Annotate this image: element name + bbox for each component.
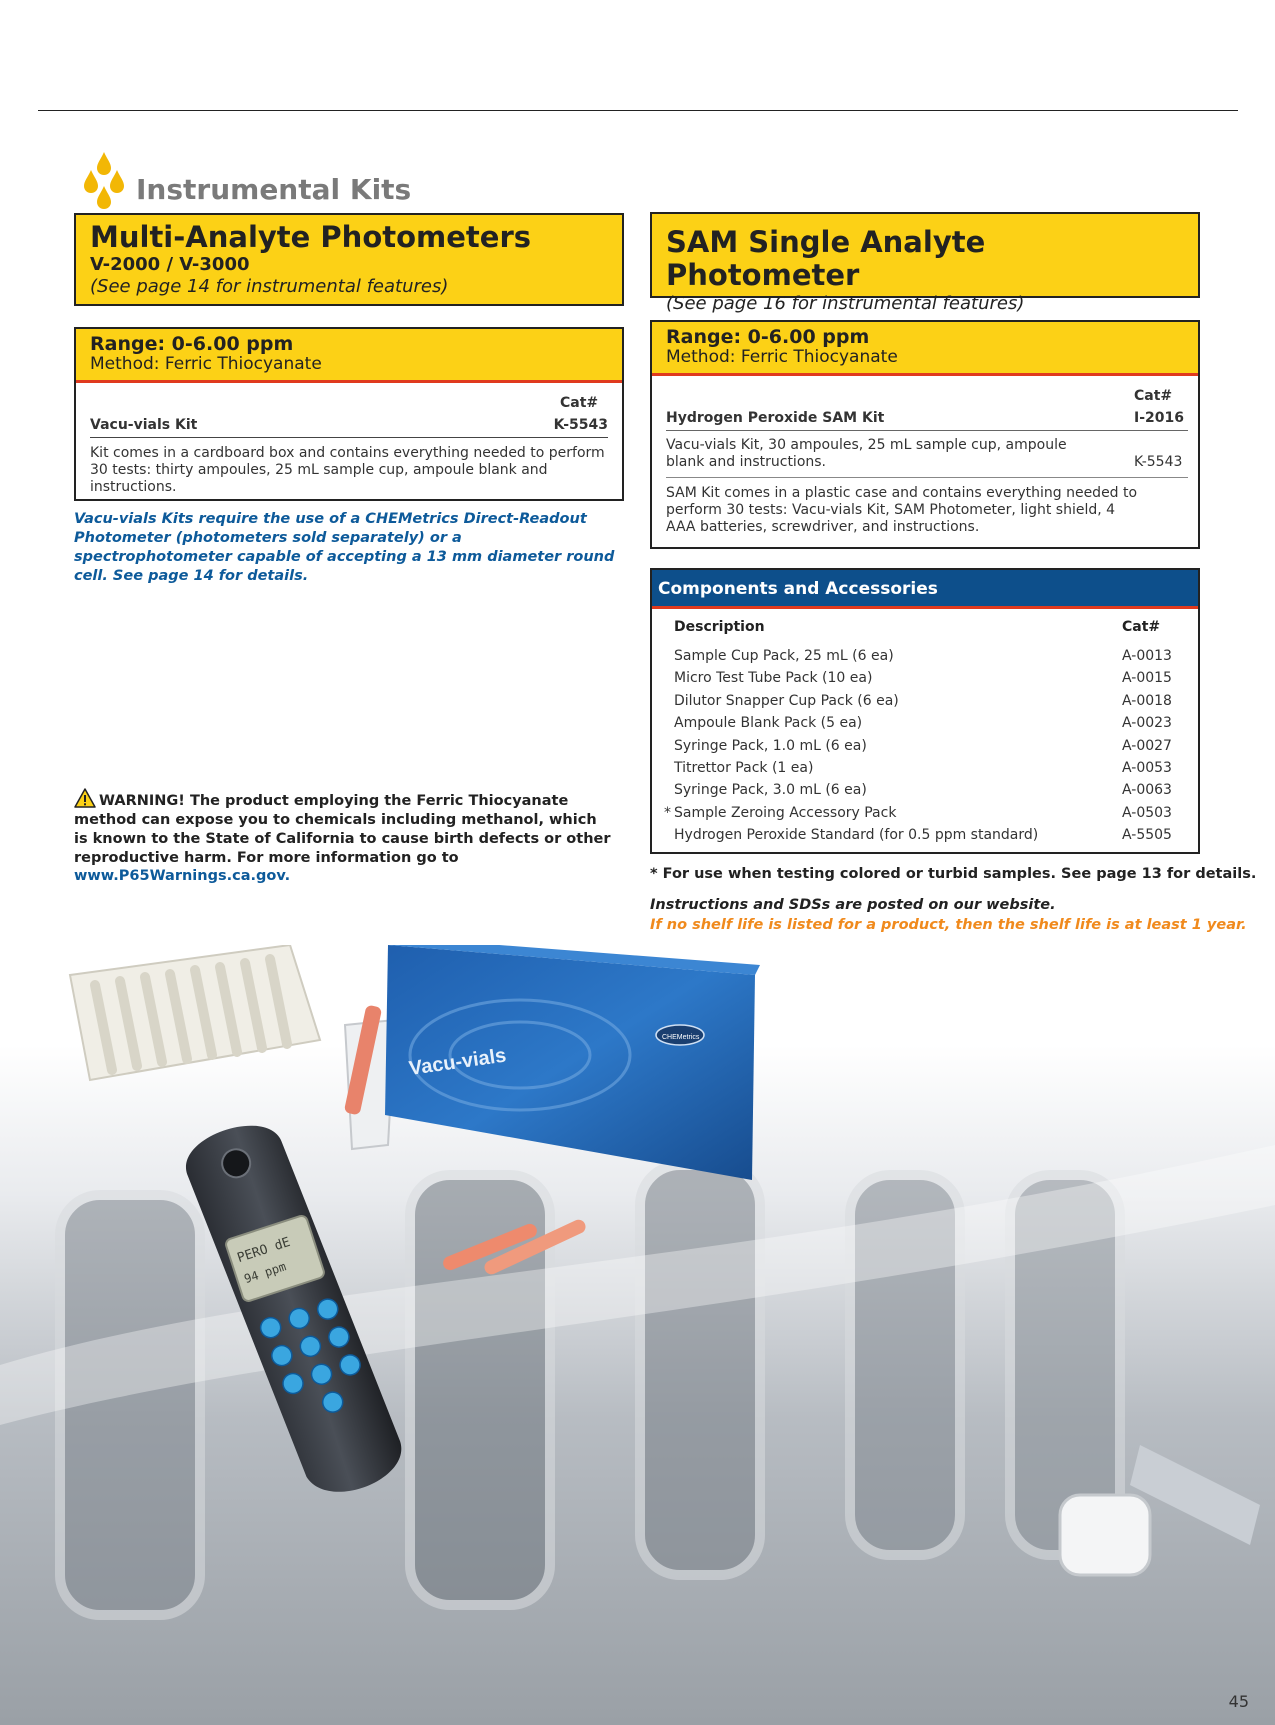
sam-title: SAM Single Analyte Photometer [666, 225, 986, 293]
multi-kit-name: Vacu-vials Kit [90, 417, 198, 434]
component-cat: A-0027 [1122, 737, 1172, 754]
multi-cat-header: Cat# [560, 395, 599, 412]
sam-kit-name: Hydrogen Peroxide SAM Kit [666, 410, 885, 427]
sam-kit-row [666, 404, 1188, 431]
multi-analyte-title-box [74, 213, 624, 306]
component-cat: A-0013 [1122, 648, 1172, 664]
component-row [674, 735, 1178, 757]
component-cat: A-0503 [1122, 804, 1172, 821]
meter-display-line2: 94 ppm [242, 1259, 288, 1287]
section-header [80, 150, 411, 210]
component-row [674, 667, 1178, 689]
sam-row2-description: Vacu-vials Kit, 30 ampoules, 25 mL sample cup, ampoule blank and instructions. [666, 437, 1067, 471]
component-row [674, 690, 1178, 712]
warning-icon [74, 788, 96, 808]
top-rule [38, 110, 1238, 111]
p65-warnings-link[interactable]: www.P65Warnings.ca.gov. [74, 868, 291, 885]
component-description: Syringe Pack, 3.0 mL (6 ea) [674, 782, 867, 799]
component-row [674, 645, 1178, 667]
component-description: Micro Test Tube Pack (10 ea) [674, 670, 873, 687]
component-description: Sample Cup Pack, 25 mL (6 ea) [674, 648, 894, 664]
component-row [674, 757, 1178, 779]
component-description: Sample Zeroing Accessory Pack [674, 804, 897, 821]
component-cat: A-0053 [1122, 760, 1172, 777]
sam-cat-header: Cat# [1134, 388, 1173, 405]
box-brand-text: Vacu-vials [407, 1044, 508, 1080]
multi-method: Method: Ferric Thiocyanate [90, 353, 322, 374]
multi-kit-box [74, 327, 624, 501]
sam-kit-header [652, 322, 1198, 376]
component-row [674, 779, 1178, 801]
component-cat: A-0015 [1122, 670, 1172, 687]
sam-row2-cat: K-5543 [1134, 454, 1183, 471]
component-cat: A-0023 [1122, 715, 1172, 732]
sds-note: Instructions and SDSs are posted on our website. [650, 897, 1056, 913]
sam-kit-description: SAM Kit comes in a plastic case and contains everything needed to perform 30 tests: Vacu-vials Kit, SAM Photometer, light shield, 4 AAA batteries, screwdriver, and instructions. [666, 485, 1138, 535]
section-title: Instrumental Kits [136, 173, 412, 206]
component-description: Hydrogen Peroxide Standard (for 0.5 ppm standard) [674, 827, 1039, 844]
sam-range: Range: 0-6.00 ppm [666, 326, 870, 348]
multi-kit-row [90, 411, 608, 438]
meter-display-line1: PERO dE [235, 1234, 293, 1267]
prop65-warning [74, 788, 614, 886]
components-col-description: Description [674, 619, 765, 635]
components-box [650, 568, 1200, 854]
component-cat: A-0063 [1122, 782, 1172, 799]
sam-kit-row-2 [666, 431, 1188, 478]
star-footnote: * For use when testing colored or turbid samples. See page 13 for details. [650, 866, 1257, 882]
multi-analyte-models: V-2000 / V-3000 [90, 254, 250, 276]
multi-kit-header [76, 329, 622, 383]
multi-analyte-see-page: (See page 14 for instrumental features) [90, 275, 449, 297]
sam-title-box [650, 212, 1200, 314]
shelf-life-note: If no shelf life is listed for a product, then the shelf life is at least 1 year. [650, 917, 1247, 933]
box-logo-text: CHEMetrics [662, 1034, 700, 1041]
component-description: Ampoule Blank Pack (5 ea) [674, 715, 863, 732]
components-header-row [674, 615, 1178, 645]
multi-kit-description: Kit comes in a cardboard box and contains everything needed to perform 30 tests: thirty ampoules, 25 mL sample cup, ampoule blank and instructions. [90, 445, 605, 496]
component-row [674, 824, 1178, 846]
sam-method: Method: Ferric Thiocyanate [666, 346, 898, 367]
warning-text: WARNING! The product employing the Ferric Thiocyanate method can expose you to chemicals including methanol, which is known to the State of California to cause birth defects or other reproductive harm. For more information go to [74, 793, 611, 866]
components-title: Components and Accessories [652, 570, 1198, 609]
component-cat: A-5505 [1122, 827, 1172, 844]
water-drops-icon [80, 150, 128, 210]
components-table [652, 609, 1198, 847]
page-number: 45 [1228, 1692, 1249, 1711]
multi-range: Range: 0-6.00 ppm [90, 333, 294, 355]
component-row [674, 712, 1178, 734]
component-row [664, 802, 1178, 824]
multi-kit-cat: K-5543 [553, 417, 608, 434]
component-description: Dilutor Snapper Cup Pack (6 ea) [674, 692, 899, 709]
component-cat: A-0018 [1122, 692, 1172, 709]
vacu-vials-requirement-note: Vacu-vials Kits require the use of a CHEMetrics Direct-Readout Photometer (photometers sold separately) or a spectrophotometer capable of accepting a 13 mm diameter round cell. See page 14 for details. [74, 511, 615, 584]
component-description: Titrettor Pack (1 ea) [674, 760, 814, 777]
component-description: Syringe Pack, 1.0 mL (6 ea) [674, 737, 867, 754]
product-photo [0, 945, 1275, 1725]
sam-kit-cat: I-2016 [1134, 410, 1184, 427]
multi-analyte-title: Multi-Analyte Photometers [90, 220, 532, 254]
sam-see-page: (See page 16 for instrumental features) [666, 292, 1025, 314]
components-col-cat: Cat# [1122, 619, 1161, 635]
sam-kit-box [650, 320, 1200, 549]
component-star: * [664, 804, 671, 821]
